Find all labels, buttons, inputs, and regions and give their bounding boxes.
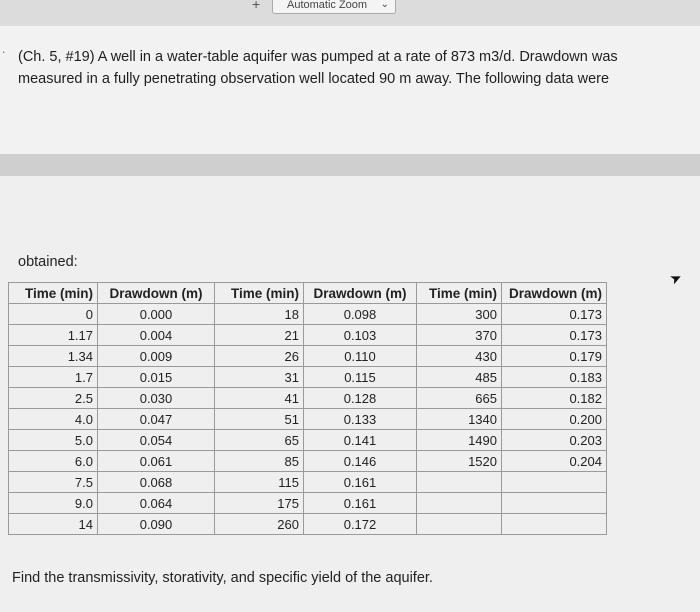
table-cell: 0.047 [98,409,215,430]
table-cell: 0.004 [98,325,215,346]
table-cell: 51 [215,409,304,430]
table-cell: 1.34 [9,346,98,367]
table-cell: 0.200 [502,409,607,430]
table-cell: 1340 [417,409,502,430]
question-text: Find the transmissivity, storativity, and specific yield of the aquifer. [12,570,433,586]
obtained-label: obtained: [18,254,78,270]
table-cell: 0.061 [98,451,215,472]
table-cell: 0.203 [502,430,607,451]
table-cell: 0.103 [304,325,417,346]
pdf-toolbar [0,0,700,27]
table-cell: 0 [9,304,98,325]
table-cell: 430 [417,346,502,367]
table-cell: 26 [215,346,304,367]
chevron-down-icon: ⌄ [380,0,389,10]
table-cell: 9.0 [9,493,98,514]
table-cell: 85 [215,451,304,472]
table-cell: 300 [417,304,502,325]
table-row [9,430,607,451]
table-row [9,514,607,535]
table-cell: 18 [215,304,304,325]
table-cell: 175 [215,493,304,514]
table-row [9,346,607,367]
header-drawdown-2: Drawdown (m) [304,283,417,304]
table-row [9,367,607,388]
table-cell: 0.090 [98,514,215,535]
table-cell: 485 [417,367,502,388]
table-cell: 31 [215,367,304,388]
table-cell: 0.110 [304,346,417,367]
table-row [9,325,607,346]
table-cell: 1.7 [9,367,98,388]
header-drawdown-3: Drawdown (m) [502,283,607,304]
drawdown-data-table [8,282,607,535]
table-row [9,493,607,514]
table-cell [417,472,502,493]
table-row [9,409,607,430]
header-time-1: Time (min) [9,283,98,304]
table-cell: 0.128 [304,388,417,409]
table-row [9,472,607,493]
table-cell: 2.5 [9,388,98,409]
problem-statement: (Ch. 5, #19) A well in a water-table aquifer was pumped at a rate of 873 m3/d. Drawdown was measured in a fully penetrating observation well located 90 m away. The following data were [18,49,618,87]
header-time-3: Time (min) [417,283,502,304]
table-cell: 0.068 [98,472,215,493]
page-gap [0,154,700,176]
table-cell: 0.015 [98,367,215,388]
zoom-in-button[interactable]: + [252,0,261,12]
table-cell [417,514,502,535]
header-drawdown-1: Drawdown (m) [98,283,215,304]
table-cell: 0.141 [304,430,417,451]
table-cell: 0.204 [502,451,607,472]
table-row [9,451,607,472]
table-cell: 0.173 [502,325,607,346]
table-cell: 0.179 [502,346,607,367]
table-cell: 1.17 [9,325,98,346]
table-cell [502,514,607,535]
table-cell: 0.172 [304,514,417,535]
table-cell: 6.0 [9,451,98,472]
table-cell: 0.161 [304,472,417,493]
header-time-2: Time (min) [215,283,304,304]
mouse-cursor-icon: ➤ [666,268,685,288]
table-cell: 115 [215,472,304,493]
table-cell: 0.173 [502,304,607,325]
table-cell: 14 [9,514,98,535]
table-cell: 0.000 [98,304,215,325]
table-row [9,304,607,325]
table-cell: 1520 [417,451,502,472]
table-cell: 0.146 [304,451,417,472]
table-cell: 0.064 [98,493,215,514]
table-cell [417,493,502,514]
table-cell: 665 [417,388,502,409]
table-cell: 0.182 [502,388,607,409]
table-cell: 65 [215,430,304,451]
table-cell: 0.115 [304,367,417,388]
table-cell: 0.030 [98,388,215,409]
table-cell: 0.098 [304,304,417,325]
table-cell: 7.5 [9,472,98,493]
table-cell: 0.054 [98,430,215,451]
zoom-select[interactable] [272,0,396,14]
zoom-select-label: Automatic Zoom [287,0,368,11]
table-cell: 370 [417,325,502,346]
table-row [9,388,607,409]
table-cell: 0.183 [502,367,607,388]
table-cell: 1490 [417,430,502,451]
table-cell: 4.0 [9,409,98,430]
table-cell [502,472,607,493]
table-cell: 5.0 [9,430,98,451]
table-cell [502,493,607,514]
table-header-row [9,283,607,304]
table-cell: 0.161 [304,493,417,514]
list-bullet: . [2,42,6,56]
table-cell: 260 [215,514,304,535]
table-cell: 0.133 [304,409,417,430]
table-cell: 21 [215,325,304,346]
table-cell: 0.009 [98,346,215,367]
table-cell: 41 [215,388,304,409]
